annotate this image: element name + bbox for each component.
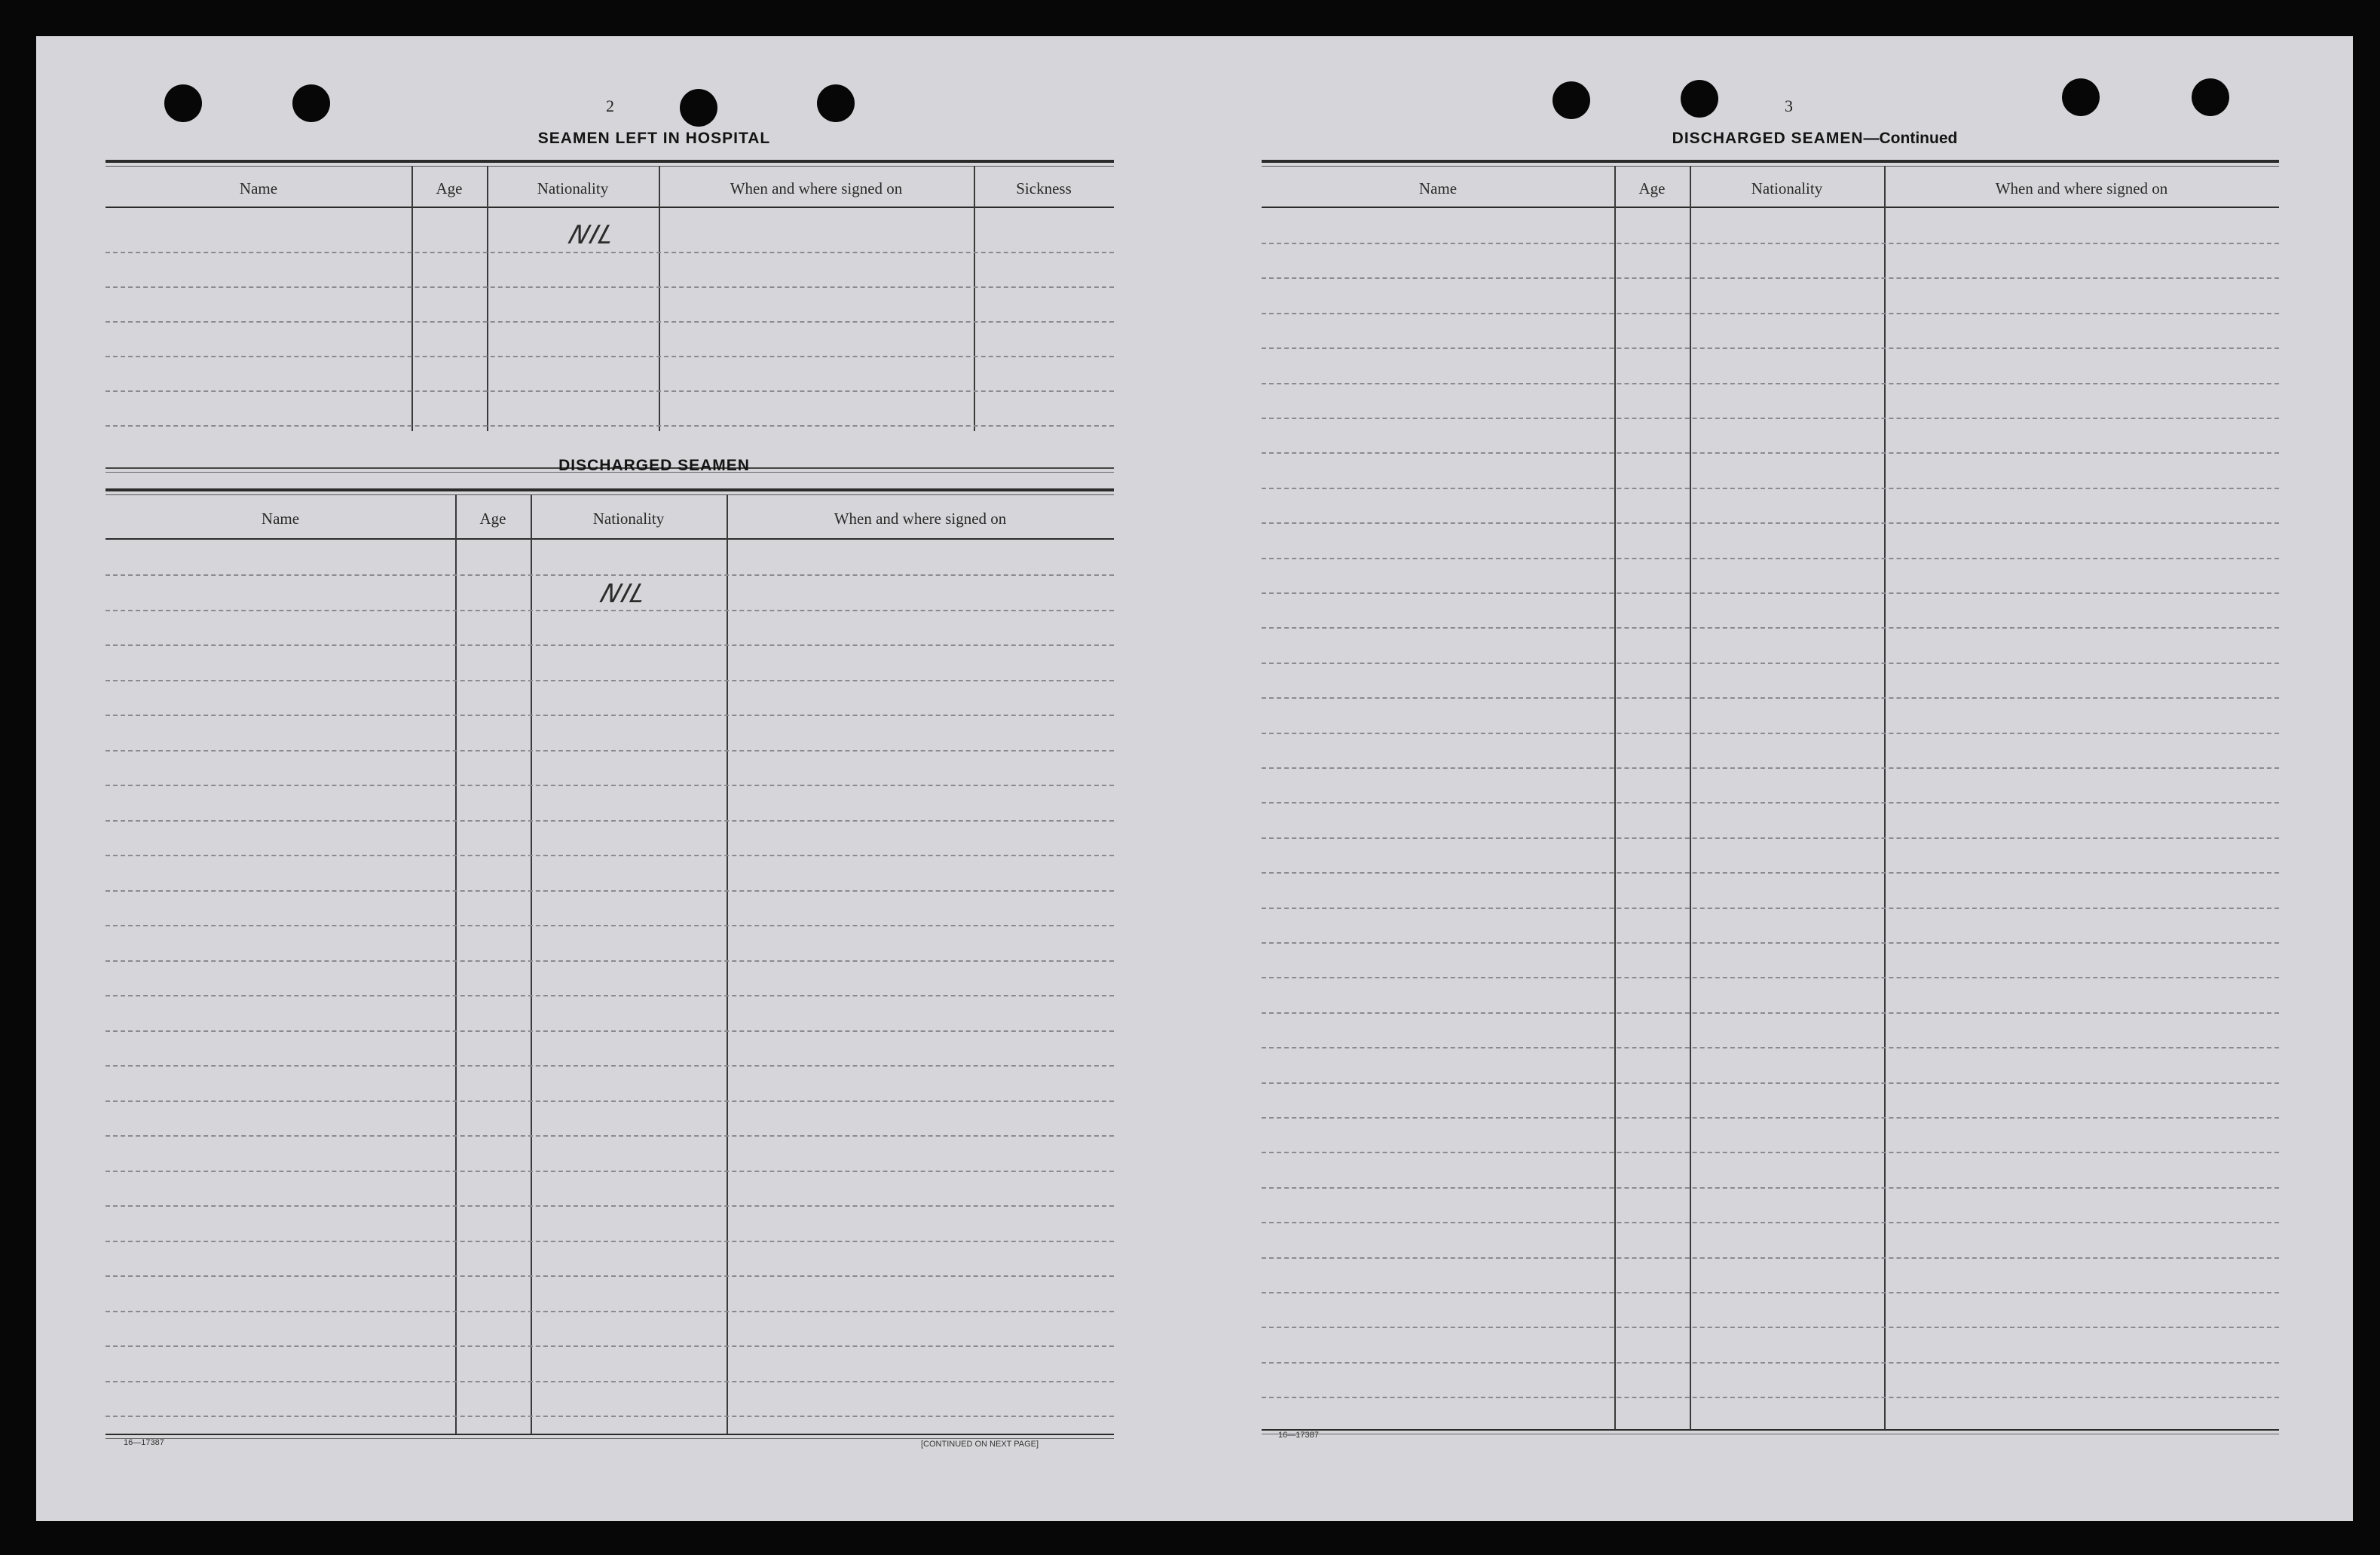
table-row [106,1065,1114,1067]
table-row [1262,1362,2279,1364]
column-header-name: Name [239,179,278,197]
table-row [106,1416,1114,1417]
table-row [1262,977,2279,978]
table-row [106,1311,1114,1312]
column-header-name: Name [1418,179,1458,197]
column-header-age: Age [436,179,463,197]
table-row [1262,418,2279,419]
table-row [1262,1117,2279,1119]
discharged-continued-title [1559,130,2071,148]
table-row [1262,383,2279,384]
table-row [106,1135,1114,1137]
table-row [106,1241,1114,1242]
table-row [1262,277,2279,279]
handwritten-nil: NIL [596,579,652,609]
table-row [1262,733,2279,734]
column-header-name: Name [261,510,300,528]
table-row [106,644,1114,646]
discharged-continued-title-main: DISCHARGED SEAMEN [1672,130,1864,147]
discharged-table [106,488,1114,1476]
form-code: 16—17387 [124,1438,164,1447]
table-row [1262,767,2279,769]
column-header-nationality: Nationality [592,510,665,528]
table-row [1262,908,2279,909]
punch-hole [1553,81,1590,119]
table-row [1262,313,2279,314]
table-row [1262,663,2279,664]
column-header-signed-on: When and where signed on [1995,179,2168,197]
table-row [1262,837,2279,839]
table-row [1262,592,2279,594]
column-header-nationality: Nationality [537,179,609,197]
table-row [106,750,1114,751]
table-row [1262,1047,2279,1048]
table-row [106,286,1114,288]
table-row [1262,243,2279,244]
punch-hole [1681,80,1718,118]
table-row [1262,452,2279,454]
punch-hole [2192,78,2229,116]
table-row [106,1171,1114,1172]
table-row [1262,1187,2279,1189]
right-page-number: 3 [1785,96,1793,115]
table-row [106,610,1114,611]
column-header-signed-on: When and where signed on [834,510,1007,528]
table-row [106,1345,1114,1347]
table-row [106,785,1114,786]
table-row [1262,1082,2279,1084]
manifest-sheet [36,36,2353,1521]
table-row [1262,697,2279,699]
table-row [1262,1152,2279,1153]
table-row [106,855,1114,856]
table-row [1262,558,2279,559]
table-row [1262,347,2279,349]
form-code: 16—17387 [1278,1431,1319,1440]
column-header-signed-on: When and where signed on [730,179,903,197]
hospital-table [106,160,1114,475]
discharged-continued-title-suffix: —Continued [1863,130,1958,147]
table-row [106,890,1114,892]
table-row [106,356,1114,357]
table-row [1262,872,2279,874]
continued-note: [CONTINUED ON NEXT PAGE] [921,1440,1039,1449]
table-row [106,820,1114,822]
table-row [1262,1222,2279,1223]
hospital-section-title: SEAMEN LEFT IN HOSPITAL [537,130,771,147]
column-header-sickness: Sickness [1016,179,1072,197]
table-row [106,1030,1114,1032]
table-row [1262,1257,2279,1259]
table-row [106,1275,1114,1277]
table-row [1262,522,2279,524]
table-row [1262,1292,2279,1293]
table-row [1262,627,2279,629]
discharged-continued-table [1262,160,2279,1471]
punch-hole [817,84,855,122]
table-row [106,925,1114,926]
table-row [1262,1012,2279,1014]
column-header-age: Age [1638,179,1666,197]
punch-hole [164,84,202,122]
column-header-age: Age [479,510,506,528]
table-row [106,1205,1114,1207]
table-row [106,574,1114,576]
table-row [106,390,1114,392]
table-row [106,960,1114,962]
table-row [106,680,1114,681]
left-page-number: 2 [606,96,614,115]
table-row [106,1100,1114,1102]
table-row [1262,942,2279,944]
table-row [1262,802,2279,804]
table-row [106,252,1114,253]
discharged-section-title: DISCHARGED SEAMEN [558,457,750,474]
table-row [106,715,1114,716]
table-row [106,1381,1114,1382]
table-row [1262,1397,2279,1398]
column-header-nationality: Nationality [1751,179,1823,197]
table-row [106,995,1114,996]
punch-hole [2062,78,2100,116]
table-row [106,321,1114,323]
table-row [1262,1327,2279,1328]
table-row [1262,488,2279,489]
punch-hole [292,84,330,122]
table-row [106,425,1114,427]
handwritten-nil: NIL [564,220,620,250]
punch-hole [680,89,717,127]
